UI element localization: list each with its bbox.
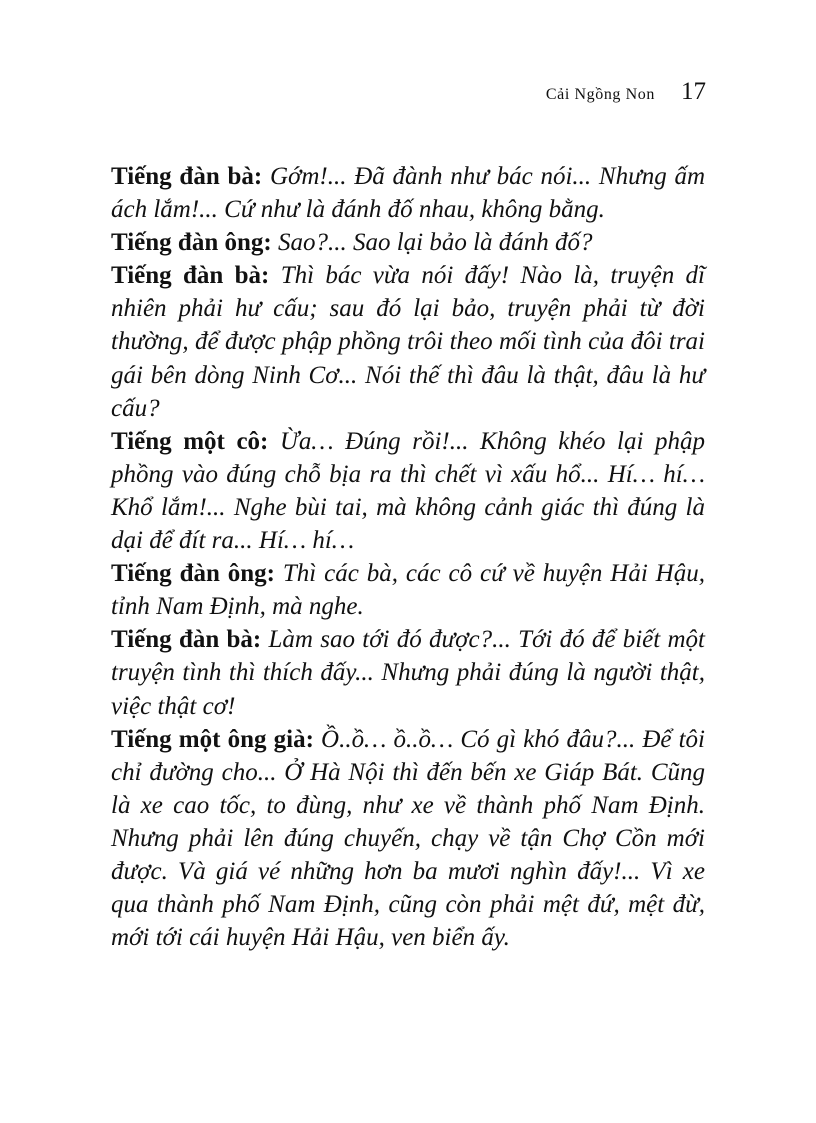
dialogue-paragraph: [111, 557, 705, 623]
speech-text: Thì các bà, các cô cứ về huyện Hải Hậu, tỉnh Nam Định, mà nghe.: [111, 560, 705, 621]
speaker-label: Tiếng đàn bà:: [111, 163, 263, 190]
dialogue-paragraph: [111, 723, 705, 955]
running-header: [546, 78, 706, 106]
speaker-label: Tiếng đàn ông:: [111, 560, 275, 588]
speech-text: Làm sao tới đó được?... Tới đó để biết một truyện tình thì thích đấy... Nhưng phải đúng là người thật, việc thật cơ!: [111, 626, 705, 720]
speech-text: Ồ..ồ… ồ..ồ… Có gì khó đâu?... Để tôi chỉ đường cho... Ở Hà Nội thì đến bến xe Giáp Bát. Cũng là xe cao tốc, to đùng, như xe về thành phố Nam Định. Nhưng phải lên đúng chuyến, chạy về tận Chợ Cồn mới được. Và giá vé những hơn ba mươi nghìn đấy!... Vì xe qua thành phố Nam Định, cũng còn phải mệt đứ, mệt đừ, mới tới cái huyện Hải Hậu, ven biển ấy.: [111, 725, 706, 952]
speaker-label: Tiếng đàn bà:: [111, 262, 270, 290]
dialogue-paragraph: [111, 226, 705, 259]
speaker-label: Tiếng đàn ông:: [111, 229, 272, 257]
speaker-label: Tiếng đàn bà:: [111, 626, 262, 654]
speaker-label: Tiếng một cô:: [111, 427, 269, 455]
speech-text: Thì bác vừa nói đấy! Nào là, truyện dĩ nhiên phải hư cấu; sau đó lại bảo, truyện phải từ đời thường, để được phập phồng trôi theo mối tình của đôi trai gái bên dòng Ninh Cơ... Nói thế thì đâu là thật, đâu là hư cấu?: [111, 262, 705, 422]
page-number: 17: [681, 78, 706, 105]
speech-text: Gớm!... Đã đành như bác nói... Nhưng ấm ách lắm!... Cứ như là đánh đố nhau, không bằng.: [111, 163, 705, 224]
speech-text: Sao?... Sao lại bảo là đánh đố?: [277, 229, 593, 257]
dialogue-paragraph: [111, 259, 705, 424]
dialogue-paragraph: [111, 160, 705, 226]
dialogue-paragraph: [111, 425, 705, 557]
speech-text: Ừa… Đúng rồi!... Không khéo lại phập phồng vào đúng chỗ bịa ra thì chết vì xấu hổ... Hí… hí… Khổ lắm!... Nghe bùi tai, mà không cảnh giác thì đúng là dại để đít ra... Hí… hí…: [111, 427, 706, 555]
speaker-label: Tiếng một ông già:: [111, 725, 314, 753]
dialogue-body: [111, 160, 705, 954]
dialogue-paragraph: [111, 623, 705, 722]
running-title: Cải Ngồng Non: [545, 86, 655, 103]
